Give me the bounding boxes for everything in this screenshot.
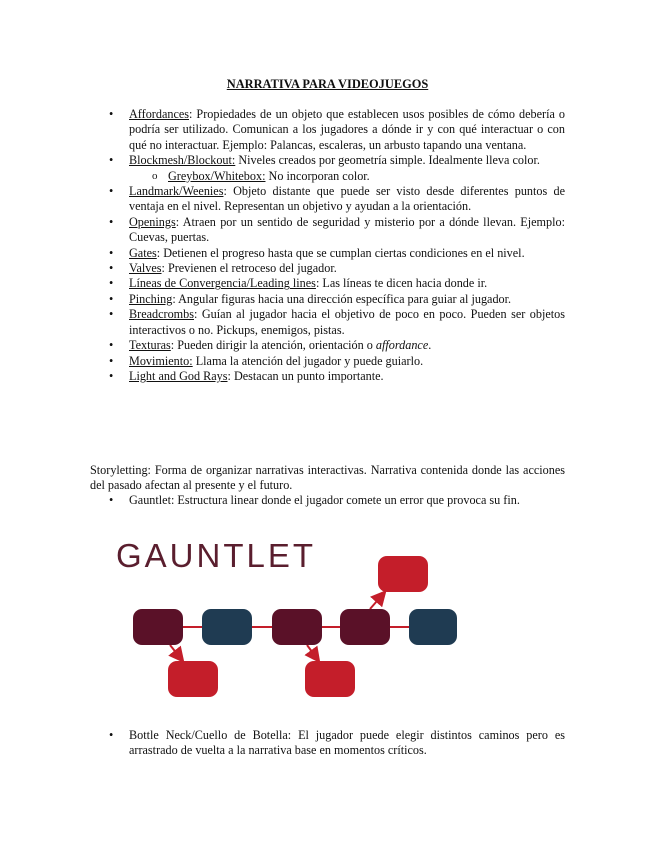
- node-red-bottom-left: [168, 661, 218, 697]
- term-label: Greybox/Whitebox:: [168, 168, 266, 183]
- node-navy-2: [409, 609, 457, 645]
- term-description: Llama la atención del jugador y puede guiarlo.: [192, 353, 424, 368]
- term-label: Blockmesh/Blockout:: [129, 153, 236, 168]
- term-description: No incorporan color.: [265, 168, 370, 183]
- term-label: Openings: [129, 214, 176, 229]
- italic-term: affordance: [375, 338, 429, 353]
- list-item: • Affordances: Propiedades de un objeto que establecen usos posibles de cómo debería o podría ser utilizado. Comunican a los jugadores a dónde ir y con qué interactuar o con qué no interactuar. Ejemplo: Palancas, escaleras, un arbusto tapando una ventana.: [90, 107, 565, 153]
- term-description: Pueden dirigir la atención, orientación o: [174, 338, 376, 353]
- term-label: Texturas: [129, 338, 171, 353]
- node-maroon-1: [133, 609, 183, 645]
- storyletting-paragraph: Storyletting: Forma de organizar narrativas interactivas. Narrativa contenida donde las acciones del pasado afectan al presente y el futuro.: [90, 463, 565, 493]
- list-item: • Gates: Detienen el progreso hasta que se cumplan ciertas condiciones en el nivel.: [90, 246, 565, 261]
- bottleneck-list: [90, 728, 565, 759]
- arrow-down-left: [170, 645, 182, 660]
- bottleneck-item: • Bottle Neck/Cuello de Botella: El jugador puede elegir distintos caminos pero es arrastrado de vuelta a la narrativa base en momentos críticos.: [90, 728, 565, 759]
- gauntlet-item: • Gauntlet: Estructura linear donde el jugador comete un error que provoca su fin.: [90, 493, 565, 508]
- list-item: • Texturas: Pueden dirigir la atención, orientación o affordance.: [90, 338, 565, 353]
- arrow-up: [370, 593, 384, 609]
- term-label: Pinching: [129, 291, 173, 306]
- term-description: Atraen por un sentido de seguridad y misterio por a dónde llevan. Ejemplo: Cuevas, puertas.: [129, 214, 565, 245]
- list-item: • Openings: Atraen por un sentido de seguridad y misterio por a dónde llevan. Ejemplo: Cuevas, puertas.: [90, 215, 565, 246]
- term-label: Landmark/Weenies: [129, 184, 224, 199]
- term-label: Valves: [129, 261, 162, 276]
- term-label: Breadcrombs: [129, 307, 194, 322]
- diagram-title: GAUNTLET: [116, 537, 317, 574]
- term-description: Detienen el progreso hasta que se cumplan ciertas condiciones en el nivel.: [160, 245, 525, 260]
- term-label: Gates: [129, 245, 157, 260]
- term-description: Objeto distante que puede ser visto desde diferentes puntos de ventaja en el nivel. Representan un objetivo y ayudan a la orientación.: [129, 184, 565, 214]
- term-description: Niveles creados por geometría simple. Idealmente lleva color.: [235, 153, 540, 168]
- term-description: Las líneas te dicen hacia donde ir.: [319, 276, 488, 291]
- term-description: Previenen el retroceso del jugador.: [164, 261, 337, 276]
- list-item: • Breadcrombs: Guían al jugador hacia el objetivo de poco en poco. Pueden ser objetos interactivos o no. Pickups, enemigos, pistas.: [90, 307, 565, 338]
- page-title: NARRATIVA PARA VIDEOJUEGOS: [226, 77, 429, 91]
- list-item: • Light and God Rays: Destacan un punto importante.: [90, 369, 565, 384]
- list-item: • Landmark/Weenies: Objeto distante que puede ser visto desde diferentes puntos de ventaja en el nivel. Representan un objetivo y ayudan a la orientación.: [90, 184, 565, 215]
- arrow-down-right: [307, 645, 318, 660]
- term-label: Affordances: [129, 107, 190, 121]
- term-description: Destacan un punto importante.: [230, 368, 384, 383]
- node-navy-1: [202, 609, 252, 645]
- term-label: Líneas de Convergencia/Leading lines: [129, 276, 316, 291]
- list-item: • Pinching: Angular figuras hacia una dirección específica para guiar al jugador.: [90, 292, 565, 307]
- term-label: Movimiento:: [129, 353, 193, 368]
- node-red-top: [378, 556, 428, 592]
- node-maroon-2: [272, 609, 322, 645]
- list-item: • Líneas de Convergencia/Leading lines: Las líneas te dicen hacia donde ir.: [90, 276, 565, 291]
- list-item: • Valves: Previenen el retroceso del jugador.: [90, 261, 565, 276]
- node-maroon-3: [340, 609, 390, 645]
- node-red-bottom-right: [305, 661, 355, 697]
- term-label: Light and God Rays: [129, 368, 228, 383]
- term-description: Angular figuras hacia una dirección específica para guiar al jugador.: [175, 291, 512, 306]
- term-description: Guían al jugador hacia el objetivo de poco en poco. Pueden ser objetos interactivos o no. Pickups, enemigos, pistas.: [129, 307, 565, 337]
- term-description: Propiedades de un objeto que establecen usos posibles de cómo debería o podría ser utilizado. Comunican a los jugadores a dónde ir y con qué interactuar o con qué no interactuar. Ejemplo: Palancas, escaleras, un arbusto tapando una ventana.: [129, 107, 565, 152]
